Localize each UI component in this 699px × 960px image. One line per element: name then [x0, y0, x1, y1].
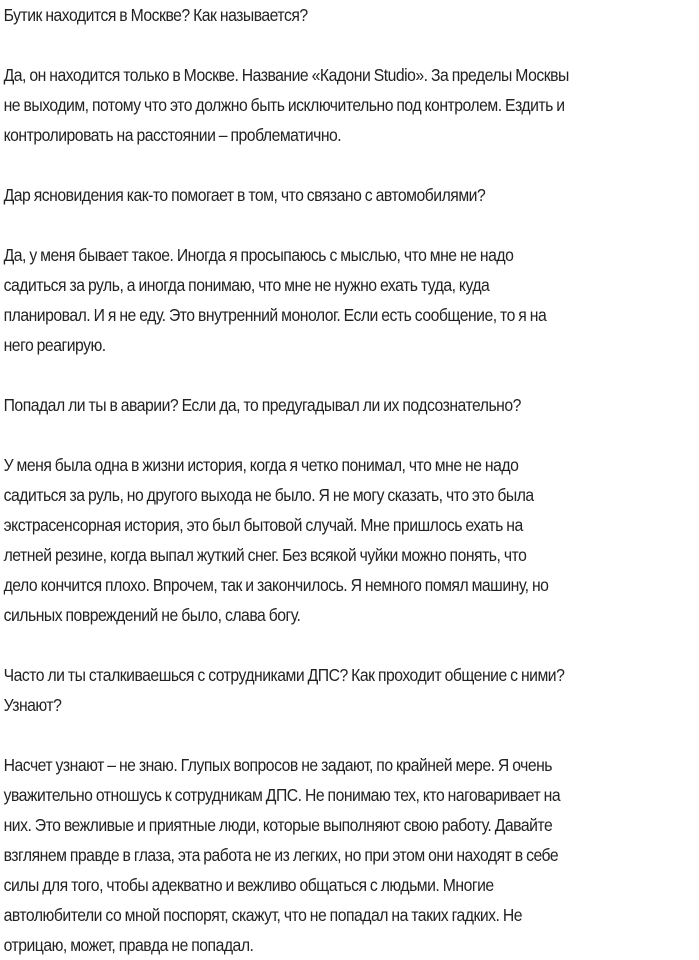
text-line: Узнают? [3, 695, 62, 715]
question-accidents [4, 390, 697, 420]
text-line: дело кончится плохо. Впрочем, так и закончилось. Я немного помял машину, но [3, 575, 549, 595]
text-line: Часто ли ты сталкиваешься с сотрудниками ДПС? Как проходит общение с ними? [3, 665, 565, 685]
text-line: Дар ясновидения как-то помогает в том, что связано с автомобилями? [3, 185, 486, 205]
text-line: сильных повреждений не было, слава богу. [3, 605, 301, 625]
question-boutique [4, 0, 697, 30]
text-line: Да, у меня бывает такое. Иногда я просыпаюсь с мыслью, что мне не надо [3, 245, 514, 265]
text-line: планировал. И я не еду. Это внутренний монолог. Если есть сообщение, то я на [3, 305, 547, 325]
text-line: Насчет узнают – не знаю. Глупых вопросов не задают, по крайней мере. Я очень [3, 755, 553, 775]
text-line: садиться за руль, а иногда понимаю, что мне не нужно ехать туда, куда [3, 275, 490, 295]
text-line: него реагирую. [3, 335, 106, 355]
text-line: взглянем правде в глаза, эта работа не из легких, но при этом они находят в себе [3, 845, 559, 865]
text-line: контролировать на расстоянии – проблематично. [3, 125, 342, 145]
text-line: отрицаю, может, правда не попадал. [3, 935, 254, 955]
text-line: садиться за руль, но другого выхода не было. Я не могу сказать, что это была [3, 485, 534, 505]
text-line: экстрасенсорная история, это был бытовой случай. Мне пришлось ехать на [3, 515, 523, 535]
answer-accidents [4, 450, 697, 630]
text-line: силы для того, чтобы адекватно и вежливо общаться с людьми. Многие [3, 875, 494, 895]
text-line: Попадал ли ты в аварии? Если да, то предугадывал ли их подсознательно? [3, 395, 521, 415]
question-clairvoyance [4, 180, 697, 210]
text-line: Да, он находится только в Москве. Название «Кадони Studio». За пределы Москвы [3, 65, 569, 85]
text-line: автолюбители со мной поспорят, скажут, что не попадал на таких гадких. Не [3, 905, 522, 925]
text-line: Бутик находится в Москве? Как называется? [3, 5, 308, 25]
answer-traffic-police [4, 750, 697, 960]
text-line: не выходим, потому что это должно быть исключительно под контролем. Ездить и [3, 95, 565, 115]
text-line: них. Это вежливые и приятные люди, которые выполняют свою работу. Давайте [3, 815, 553, 835]
text-line: летней резине, когда выпал жуткий снег. Без всякой чуйки можно понять, что [3, 545, 527, 565]
text-line: У меня была одна в жизни история, когда я четко понимал, что мне не надо [3, 455, 519, 475]
text-line: уважительно отношусь к сотрудникам ДПС. Не понимаю тех, кто наговаривает на [3, 785, 561, 805]
answer-clairvoyance [4, 240, 697, 360]
answer-boutique [4, 60, 697, 150]
question-traffic-police [4, 660, 697, 720]
